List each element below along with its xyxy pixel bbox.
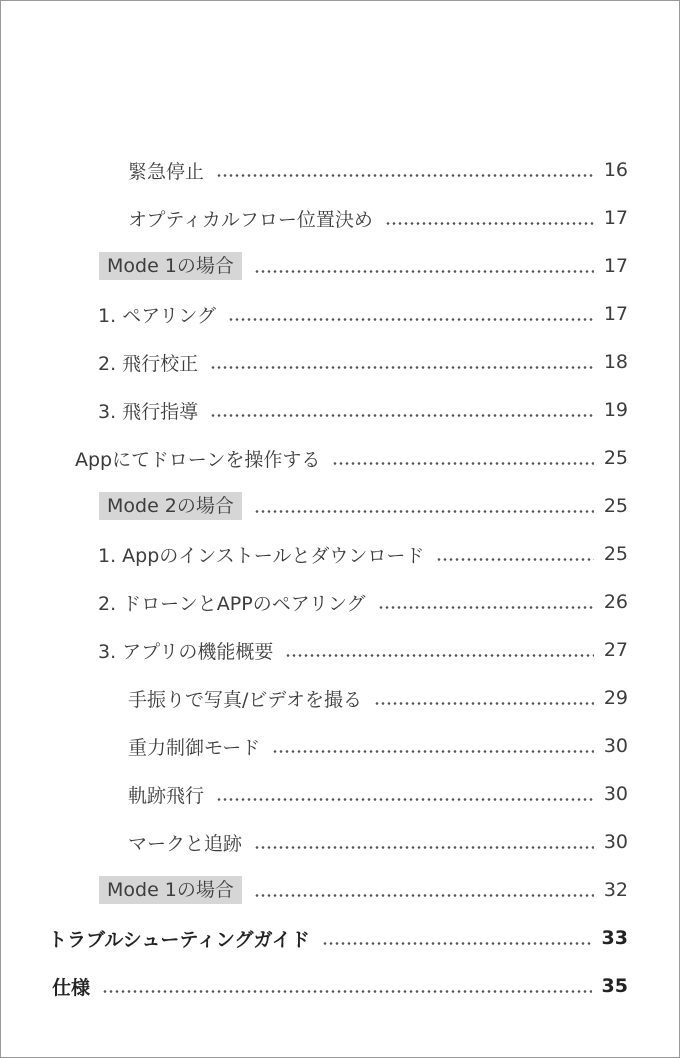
dot-leader bbox=[216, 798, 594, 801]
toc-entry-page: 29 bbox=[603, 687, 628, 709]
toc-entry-title: 1. ペアリング bbox=[98, 304, 217, 327]
toc-entry-page: 33 bbox=[601, 927, 628, 949]
dot-leader bbox=[254, 270, 594, 273]
dot-leader bbox=[228, 318, 594, 321]
toc-entry-mode1-second[interactable] bbox=[99, 873, 628, 907]
toc-entry-page: 30 bbox=[603, 735, 628, 757]
toc-entry-page: 17 bbox=[603, 303, 628, 325]
dot-leader bbox=[216, 174, 594, 177]
toc-entry-page: 26 bbox=[603, 591, 628, 613]
toc-entry-page: 17 bbox=[603, 207, 628, 229]
dot-leader bbox=[285, 654, 593, 657]
toc-entry-title: マークと追跡 bbox=[128, 832, 243, 855]
dot-leader bbox=[210, 366, 594, 369]
toc-entry-title: 仕様 bbox=[52, 976, 91, 999]
toc-entry-page: 30 bbox=[603, 831, 628, 853]
dot-leader bbox=[436, 558, 593, 561]
toc-entry-page: 32 bbox=[603, 879, 628, 901]
toc-entry-title: 重力制御モード bbox=[128, 736, 261, 759]
toc-entry-emergency-stop[interactable] bbox=[128, 153, 628, 187]
toc-entry-gesture-photo[interactable] bbox=[128, 681, 628, 715]
toc-entry-title: オプティカルフロー位置決め bbox=[128, 208, 373, 231]
dot-leader bbox=[385, 222, 594, 225]
toc-entry-trajectory-flight[interactable] bbox=[128, 777, 628, 811]
toc-entry-optical-flow[interactable] bbox=[128, 201, 628, 235]
toc-entry-flight-calibration[interactable] bbox=[98, 345, 628, 379]
toc-entry-page: 19 bbox=[603, 399, 628, 421]
toc-entry-mark-tracking[interactable] bbox=[128, 825, 628, 859]
toc-entry-page: 27 bbox=[603, 639, 628, 661]
toc-entry-title: 緊急停止 bbox=[128, 160, 205, 183]
dot-leader bbox=[254, 510, 594, 513]
toc-entry-title: 手振りで写真/ビデオを撮る bbox=[128, 688, 363, 711]
toc-entry-title: 2. ドローンとAPPのペアリング bbox=[98, 592, 366, 615]
dot-leader bbox=[102, 990, 592, 993]
dot-leader bbox=[210, 414, 594, 417]
toc-entry-troubleshooting[interactable] bbox=[48, 921, 628, 955]
toc-entry-app-features[interactable] bbox=[98, 633, 628, 667]
toc-entry-page: 25 bbox=[603, 495, 628, 517]
toc-entry-title: 3. 飛行指導 bbox=[98, 400, 199, 423]
toc-entry-title: Appにてドローンを操作する bbox=[75, 448, 321, 471]
toc-entry-page: 16 bbox=[603, 159, 628, 181]
toc-entry-page: 25 bbox=[603, 447, 628, 469]
toc-entry-flight-guide[interactable] bbox=[98, 393, 628, 427]
dot-leader bbox=[254, 846, 594, 849]
toc-entry-page: 30 bbox=[603, 783, 628, 805]
toc-entry-specifications[interactable] bbox=[52, 969, 628, 1003]
toc-entry-title: Mode 1の場合 bbox=[99, 876, 242, 904]
dot-leader bbox=[254, 894, 594, 897]
toc-entry-page: 35 bbox=[601, 975, 628, 997]
dot-leader bbox=[272, 750, 594, 753]
dot-leader bbox=[378, 606, 594, 609]
toc-entry-title: Mode 1の場合 bbox=[99, 252, 242, 280]
toc-entry-title: 3. アプリの機能概要 bbox=[98, 640, 274, 663]
toc-entry-title: 軌跡飛行 bbox=[128, 784, 205, 807]
toc-entry-title: トラブルシューティングガイド bbox=[48, 928, 310, 951]
toc-entry-pairing[interactable] bbox=[98, 297, 628, 331]
dot-leader bbox=[332, 462, 593, 465]
dot-leader bbox=[322, 942, 592, 945]
toc-entry-page: 17 bbox=[603, 255, 628, 277]
toc-entry-gravity-mode[interactable] bbox=[128, 729, 628, 763]
toc-entry-drone-app-pairing[interactable] bbox=[98, 585, 628, 619]
toc-entry-page: 18 bbox=[603, 351, 628, 373]
toc-entry-mode2[interactable] bbox=[99, 489, 628, 523]
toc-entry-page: 25 bbox=[603, 543, 628, 565]
toc-entry-title: 2. 飛行校正 bbox=[98, 352, 199, 375]
toc-entry-app-install[interactable] bbox=[98, 537, 628, 571]
toc-entry-title: 1. Appのインストールとダウンロード bbox=[98, 544, 425, 567]
toc-entry-app-control[interactable] bbox=[75, 441, 628, 475]
toc-entry-title: Mode 2の場合 bbox=[99, 492, 242, 520]
toc-entry-mode1[interactable] bbox=[99, 249, 628, 283]
dot-leader bbox=[374, 702, 594, 705]
